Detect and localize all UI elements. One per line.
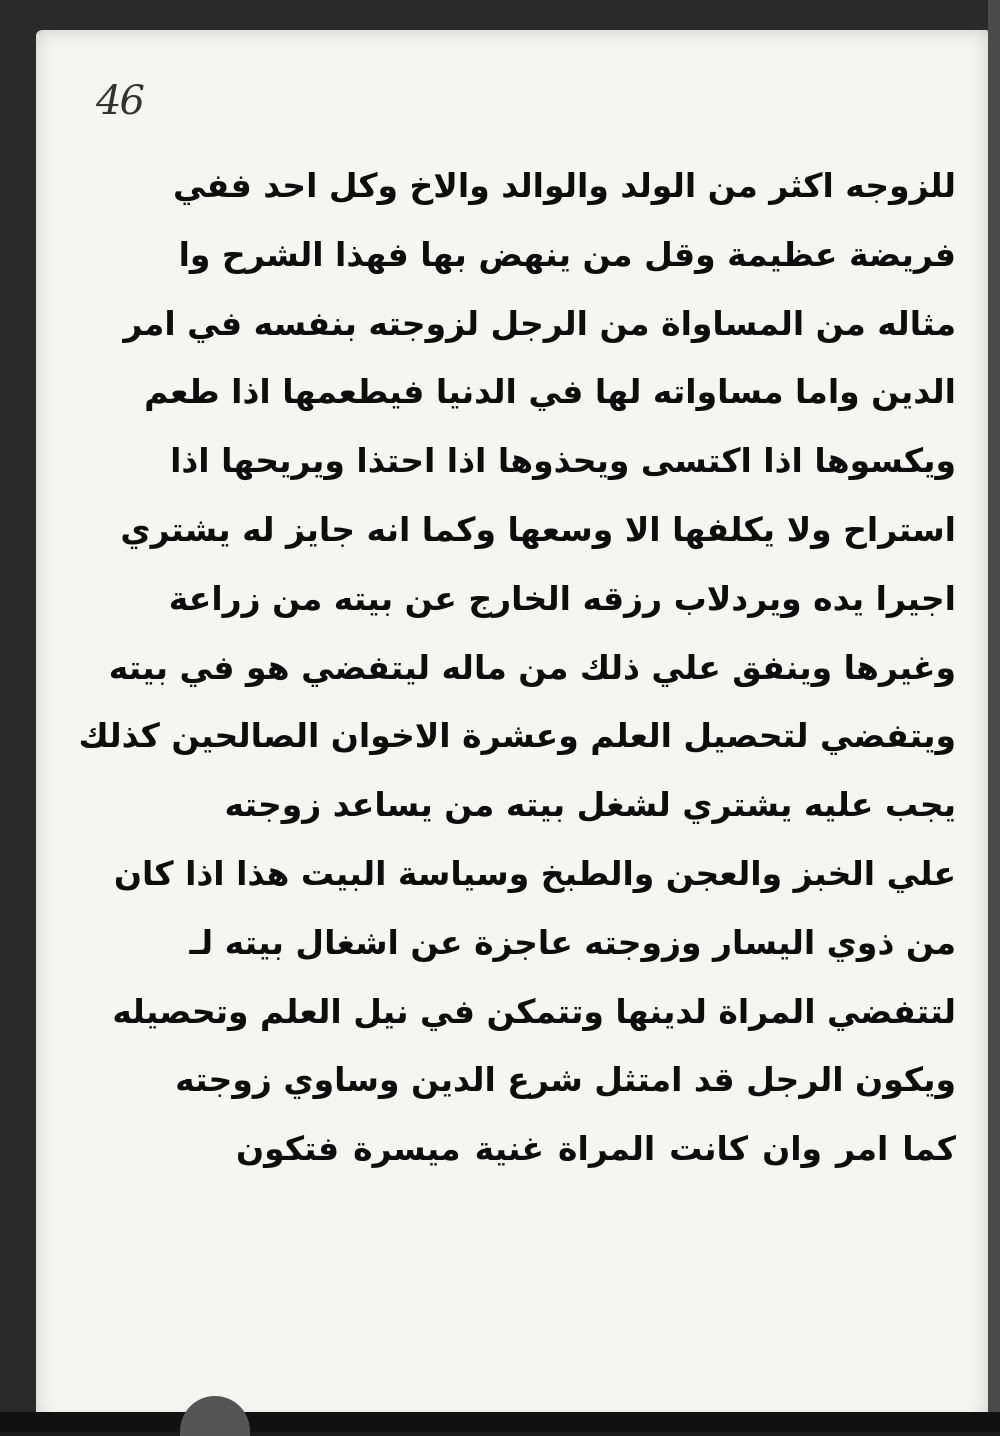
text-line: من ذوي اليسار وزوجته عاجزة عن اشغال بيته لـ: [189, 922, 956, 962]
page-number: 46: [96, 78, 143, 124]
text-line: مثاله من المساواة من الرجل لزوجته بنفسه في امر: [123, 303, 956, 343]
bottom-shadow: [0, 1412, 1000, 1432]
text-line: استراح ولا يكلفها الا وسعها وكما انه جايز له يشتري: [120, 509, 956, 549]
text-line: وغيرها وينفق علي ذلك من ماله ليتفضي هو في بيته: [108, 647, 956, 687]
text-line: للزوجه اكثر من الولد والوالد والاخ وكل احد ففي: [173, 166, 956, 205]
text-line: علي الخبز والعجن والطبخ وسياسة البيت هذا اذا كان: [113, 853, 956, 893]
manuscript-text: [78, 152, 956, 1184]
text-line: ويكسوها اذا اكتسى ويحذوها اذا احتذا ويريحها اذا: [170, 441, 956, 481]
text-line: اجيرا يده ويردلاب رزقه الخارج عن بيته من زراعة: [168, 578, 956, 618]
text-line: لتتفضي المراة لدينها وتتمكن في نيل العلم وتحصيله: [112, 991, 956, 1031]
text-line: الدين واما مساواته لها في الدنيا فيطعمها اذا طعم: [144, 372, 956, 412]
text-line: يجب عليه يشتري لشغل بيته من يساعد زوجته: [224, 785, 956, 825]
page-edge: [988, 0, 1000, 1432]
text-line: كما امر وان كانت المراة غنية ميسرة فتكون: [236, 1129, 956, 1169]
text-line: فريضة عظيمة وقل من ينهض بها فهذا الشرح وا: [178, 234, 956, 274]
text-line: ويتفضي لتحصيل العلم وعشرة الاخوان الصالحين كذلك: [78, 716, 956, 756]
text-line: ويكون الرجل قد امتثل شرع الدين وساوي زوجته: [175, 1060, 956, 1100]
